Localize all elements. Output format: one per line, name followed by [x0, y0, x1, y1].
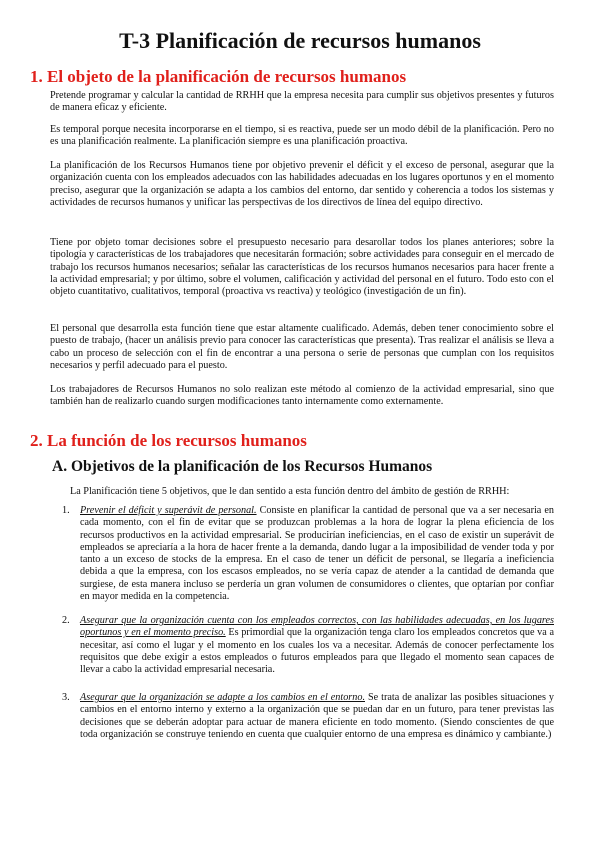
paragraph: Tiene por objeto tomar decisiones sobre el presupuesto necesario para desarollar todos los planes anteriores; sobre la tipología y características de los trabajadores que necesitarán formación; sobre actividades para conseguir en el mercado de trabajo los recursos humanos necesarios; señalar las características de los recursos humanos necesarios para hacer frente a la actividad empresarial; y por último, sobre el volumen, calificación y actividad del personal en el futuro. Todo esto con el objeto cuantitativo, cualitativos, temporal (proactiva vs reactiva) y teológico (investigación de un fin). — [50, 237, 554, 298]
objectives-intro: La Planificación tiene 5 objetivos, que le dan sentido a esta función dentro del ámbito de gestión de RRHH: — [70, 486, 510, 497]
subsection-a-heading: A. Objetivos de la planificación de los Recursos Humanos — [52, 458, 433, 475]
list-item-text: Se trata de analizar las posibles situaciones y cambios en el entorno interno y externo a la organización que se puedan dar en un futuro, para tener previstas las decisiones que se deberán adoptar para actuar de manera eficiente en todo momento. (Siendo conscientes de que toda organización se construye teniendo en cuenta que cualquier entorno de una empresa es dinámico y cambiante.) — [80, 692, 554, 740]
list-item-title: Asegurar que la organización cuenta con los empleados correctos, con las habilidades adecuadas, en los lugares oportunos y en el momento preciso. — [80, 615, 554, 639]
list-item — [62, 692, 554, 741]
section-1-heading: 1. El objeto de la planificación de recursos humanos — [30, 67, 407, 86]
paragraph: Los trabajadores de Recursos Humanos no solo realizan este método al comienzo de la actividad empresarial, sino que también han de realizarlo cuando surgen modificaciones tanto internamente como externamente. — [50, 384, 554, 408]
list-number: 3. — [62, 692, 70, 703]
page-title: T-3 Planificación de recursos humanos — [119, 28, 481, 53]
paragraph: Es temporal porque necesita incorporarse en el tiempo, si es reactiva, puede ser un modo débil de la planificación. Pero no es una planificación realmente. La planificación siempre es una planificación proactiva. — [50, 124, 554, 148]
paragraph: El personal que desarrolla esta función tiene que estar altamente cualificado. Además, deben tener conocimiento sobre el puesto de trabajo, (hacer un análisis previo para conocer las características que presenta). Tras realizar el análisis se lleva a cabo un proceso de selección con el fin de encontrar a una persona o serie de personas que cumplan con los requisitos necesarios y perfil adecuado para el puesto. — [50, 323, 554, 371]
paragraph: Pretende programar y calcular la cantidad de RRHH que la empresa necesita para cumplir sus objetivos presentes y futuros de manera eficaz y eficiente. — [50, 90, 554, 114]
list-item — [62, 505, 554, 603]
list-number: 2. — [62, 615, 70, 626]
list-item — [62, 615, 554, 676]
list-item-text: Consiste en planificar la cantidad de personal que va a ser necesaria en cada momento, con el fin de evitar que se produzcan problemas a la hora de lograr la plena eficiencia de los recursos productivos en la actividad empresarial. Se producirían ineficiencias, en el caso de existir un superávit de empleados se apreciaría a la hora de hacer frente a la demanda, dando lugar a la imposibilidad de vender toda y por tanto a un exceso de stocks de la empresa. En el caso de tener un déficit de personal, se llegaría a ineficiencia debida a que la empresa, con los escasos empleados, no se vería capaz de atender a la cantidad de demanda que surgiese, de esta manera incluso se perdería un gran volumen de consumidores o clientes, que optarían por confiar en mayor medida en la competencia. — [80, 505, 554, 603]
list-item-title: Asegurar que la organización se adapte a los cambios en el entorno. — [80, 692, 365, 703]
list-item-title: Prevenir el déficit y superávit de personal. — [80, 505, 257, 516]
section-2-heading: 2. La función de los recursos humanos — [30, 431, 307, 450]
list-item-text: Es primordial que la organización tenga claro los empleados concretos que va a necesitar, así como el lugar y el momento en los cuales los va a necesitar. Además de conocer perfectamente los requisitos que debe exigir a estos empleados o futuros empleados para que llegado el momento sean capaces de llevar a cabo la actividad empresarial necesaria. — [80, 627, 554, 676]
list-number: 1. — [62, 505, 70, 516]
paragraph: La planificación de los Recursos Humanos tiene por objetivo prevenir el déficit y el exceso de personal, asegurar que la organización cuenta con los empleados adecuados con las habilidades adecuadas en los lugares oportunos y en el momento preciso, asegurar que la organización se adapta a los cambios del entorno, dar sentido y coherencia a todos los sistemas y actividades de recursos humanos y unificar las perspectivas de los directivos de línea del equipo directivo. — [50, 160, 554, 208]
